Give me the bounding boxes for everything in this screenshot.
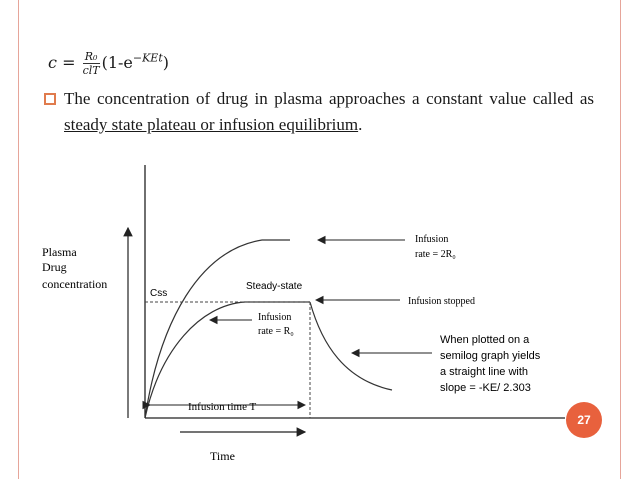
formula-numerator: R₀ (83, 50, 100, 64)
semilog-note-3: a straight line with (440, 366, 529, 378)
infusion-2r-label-2: rate = 2R₀ (415, 249, 456, 260)
semilog-note-4: slope = -KE/ 2.303 (440, 382, 531, 394)
y-axis-label-2: Drug (42, 260, 67, 274)
formula-equals: = (62, 53, 76, 72)
infusion-r-label-1: Infusion (258, 312, 292, 323)
infusion-r-label-2: rate = R₀ (258, 326, 294, 337)
y-axis-label-1: Plasma (42, 245, 77, 259)
semilog-note-1: When plotted on a (440, 334, 530, 346)
infusion-2r-label-1: Infusion (415, 234, 449, 245)
y-axis-label-3: concentration (42, 277, 108, 291)
css-label: Css (150, 288, 168, 299)
infusion-time-label: Infusion time T (188, 401, 257, 413)
bullet-text-before: The concentration of drug in plasma approaches a constant value called as (64, 89, 594, 108)
steady-state-label: Steady-state (246, 281, 303, 292)
formula-body-prefix: (1-e (101, 53, 133, 72)
formula-denominator: clT (82, 64, 100, 77)
formula-body-suffix: ) (162, 53, 170, 72)
curve-decay (310, 302, 392, 390)
x-axis-label: Time (210, 449, 235, 463)
bullet-underlined-term: steady state plateau or infusion equilibrium (64, 115, 359, 134)
formula-exponent: −KEt (132, 51, 163, 65)
infusion-stopped-label: Infusion stopped (408, 296, 475, 307)
bullet-text-after: . (358, 115, 363, 134)
slide-number-badge: 27 (566, 402, 602, 438)
formula-lhs: c (48, 53, 57, 72)
semilog-note-2: semilog graph yields (440, 350, 541, 362)
